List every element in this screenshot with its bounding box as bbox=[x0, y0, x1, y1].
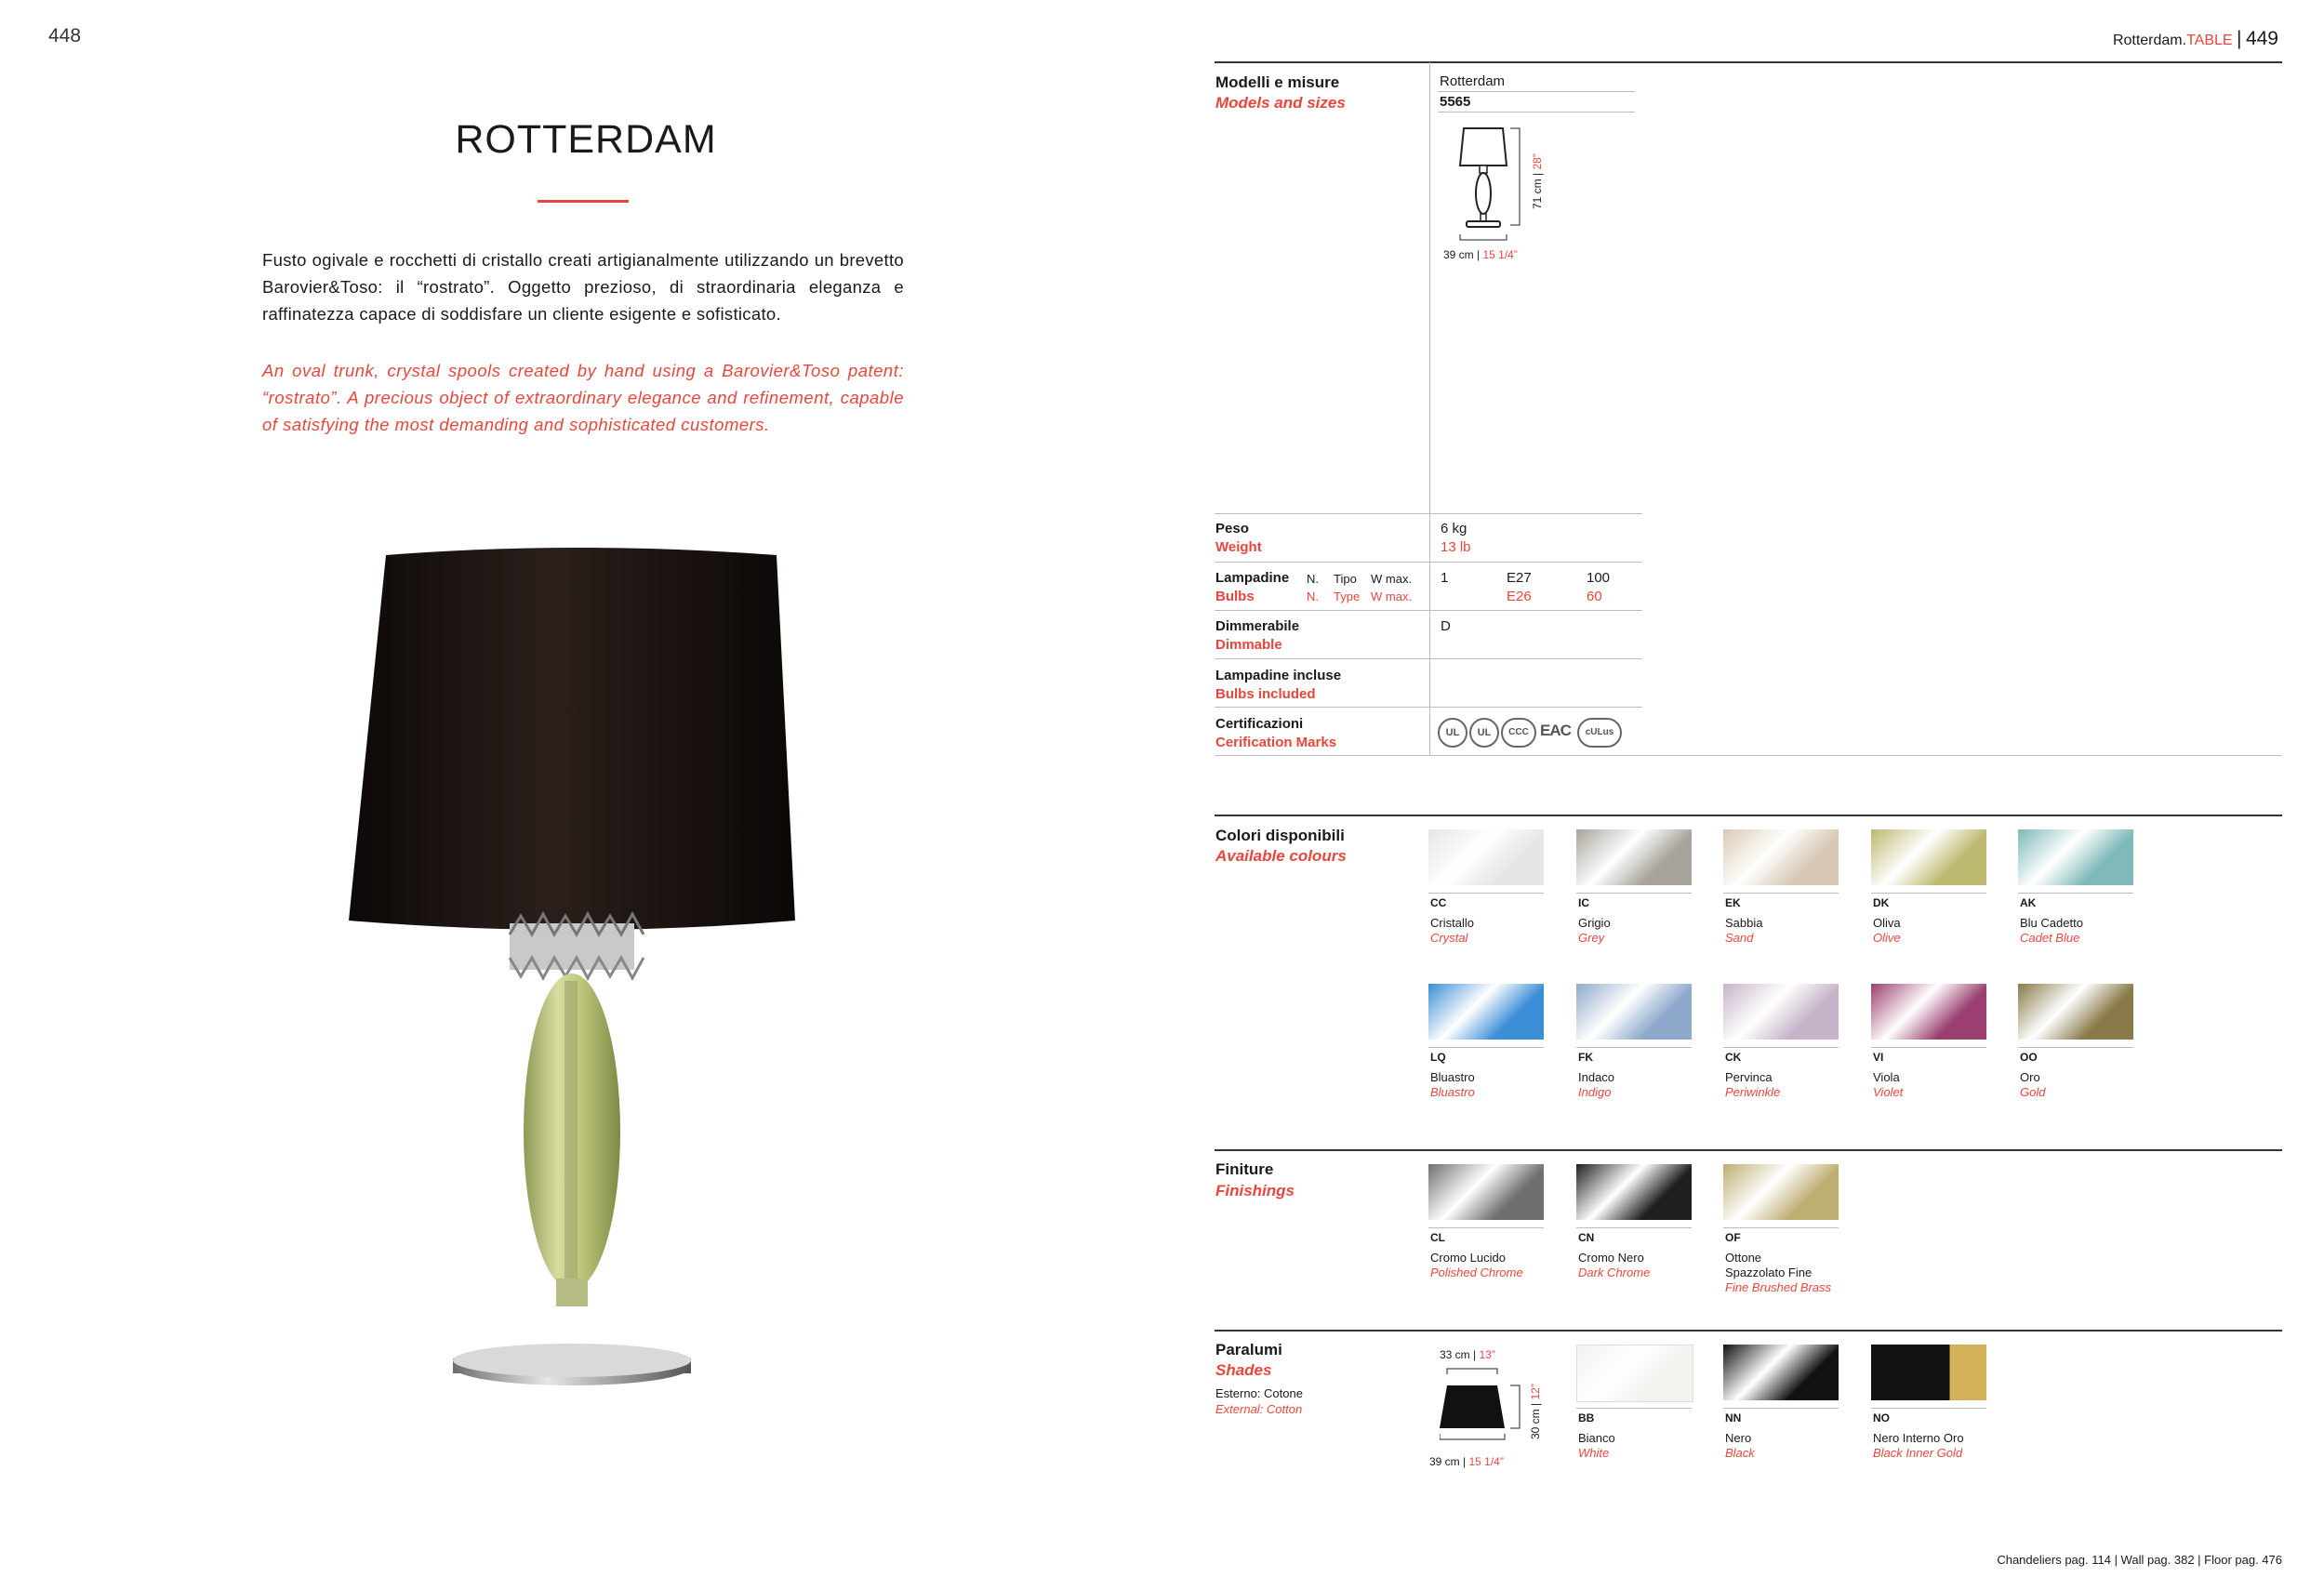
colour-swatch-lq bbox=[1428, 984, 1544, 1040]
header-product-name: Rotterdam. bbox=[2112, 33, 2187, 48]
colour-swatch-ak bbox=[2018, 829, 2133, 885]
lamp-photo bbox=[344, 544, 800, 1418]
spec-rule-6 bbox=[1215, 755, 2282, 756]
model-height-in: 28” bbox=[1531, 153, 1544, 170]
colour-swatch-ek bbox=[1723, 829, 1839, 885]
colour-name-en: Bluastro bbox=[1430, 1085, 1475, 1099]
colour-name: Sabbia bbox=[1725, 916, 1763, 930]
colours-label-en: Available colours bbox=[1215, 847, 1347, 865]
colour-name: Bluastro bbox=[1430, 1070, 1475, 1084]
colour-swatch-vi bbox=[1871, 984, 1986, 1040]
description-italian: Fusto ogivale e rocchetti di cristallo creati artigianalmente utilizzando un brevetto Barovier&Toso: il “rostrato”. Oggetto prezioso, di straordinaria eleganza e raffinatezza capace di soddisfare un cliente esigente e sofisticato. bbox=[262, 250, 904, 324]
finish-rule bbox=[1723, 1227, 1839, 1228]
colour-code: EK bbox=[1725, 896, 1741, 909]
page-header bbox=[2009, 28, 2278, 50]
colour-rule bbox=[1723, 1047, 1839, 1048]
shade-code: NN bbox=[1725, 1411, 1742, 1424]
colour-rule bbox=[1428, 893, 1544, 894]
colour-swatch-dk bbox=[1871, 829, 1986, 885]
ccc-icon: CCC bbox=[1501, 718, 1536, 748]
finishings-label: Finiture bbox=[1215, 1160, 1274, 1178]
shade-drawing bbox=[1440, 1365, 1533, 1449]
colour-rule bbox=[2018, 1047, 2133, 1048]
colour-name: Pervinca bbox=[1725, 1070, 1773, 1084]
finish-code: OF bbox=[1725, 1231, 1741, 1244]
shade-swatch-nn bbox=[1723, 1345, 1839, 1400]
spec-rule-5 bbox=[1215, 707, 1642, 708]
colour-code: CK bbox=[1725, 1051, 1742, 1064]
colour-rule bbox=[1576, 1047, 1692, 1048]
spec-rule-1 bbox=[1215, 513, 1642, 514]
bulbs-w-head-en: W max. bbox=[1371, 590, 1413, 603]
finish-name: Ottone bbox=[1725, 1251, 1762, 1265]
colour-code: IC bbox=[1578, 896, 1589, 909]
colour-name-en: Violet bbox=[1873, 1085, 1904, 1099]
weight-label-en: Weight bbox=[1215, 539, 1262, 555]
model-width bbox=[1443, 248, 1518, 261]
weight-kg: 6 kg bbox=[1441, 521, 1467, 537]
shade-name-en: Black Inner Gold bbox=[1873, 1446, 1963, 1460]
finish-swatch-cl bbox=[1428, 1164, 1544, 1220]
cert-label-en: Cerification Marks bbox=[1215, 735, 1337, 750]
colour-swatch-ck bbox=[1723, 984, 1839, 1040]
colour-swatch-cc bbox=[1428, 829, 1544, 885]
bulbs-w-us: 60 bbox=[1587, 589, 1602, 604]
colour-code: CC bbox=[1430, 896, 1447, 909]
shade-name: Nero Interno Oro bbox=[1873, 1431, 1964, 1445]
shade-height-cm: 30 cm | bbox=[1529, 1402, 1542, 1439]
title-underline bbox=[538, 200, 629, 203]
ul-listed-icon: UL bbox=[1469, 718, 1499, 748]
model-code: 5565 bbox=[1440, 94, 1471, 110]
model-name-rule bbox=[1438, 91, 1635, 92]
finish-name-en: Polished Chrome bbox=[1430, 1265, 1523, 1279]
dimmable-label: Dimmerabile bbox=[1215, 618, 1300, 634]
colour-name-en: Grey bbox=[1578, 931, 1605, 945]
spec-rule-2 bbox=[1215, 562, 1642, 563]
shade-height-size bbox=[1529, 1384, 1542, 1439]
shade-name-en: Black bbox=[1725, 1446, 1755, 1460]
shade-swatch-bb bbox=[1576, 1345, 1693, 1402]
left-page-number: 448 bbox=[48, 25, 82, 46]
included-label: Lampadine incluse bbox=[1215, 668, 1342, 683]
colour-code: VI bbox=[1873, 1051, 1884, 1064]
finishings-label-en: Finishings bbox=[1215, 1182, 1295, 1199]
bulbs-w-head: W max. bbox=[1371, 572, 1413, 586]
page-footer: Chandeliers pag. 114 | Wall pag. 382 | Floor pag. 476 bbox=[1997, 1553, 2282, 1567]
bulbs-w-eu: 100 bbox=[1587, 570, 1611, 586]
shades-rule bbox=[1215, 1330, 2282, 1332]
colour-rule bbox=[2018, 893, 2133, 894]
shade-height-in: 12” bbox=[1529, 1384, 1542, 1400]
finish-name: Cromo Lucido bbox=[1430, 1251, 1506, 1265]
shade-top-in: 13” bbox=[1479, 1348, 1495, 1361]
colour-code: AK bbox=[2020, 896, 2037, 909]
colour-name: Blu Cadetto bbox=[2020, 916, 2083, 930]
models-label-en: Models and sizes bbox=[1215, 94, 1346, 112]
colour-rule bbox=[1871, 1047, 1986, 1048]
model-code-rule bbox=[1438, 112, 1635, 113]
model-width-in: 15 1/4” bbox=[1482, 248, 1518, 261]
right-page-number: 449 bbox=[2245, 28, 2278, 49]
bulbs-type-eu: E27 bbox=[1507, 570, 1532, 586]
shade-name-en: White bbox=[1578, 1446, 1610, 1460]
shade-code: NO bbox=[1873, 1411, 1890, 1424]
cert-label: Certificazioni bbox=[1215, 716, 1304, 732]
colour-name-en: Sand bbox=[1725, 931, 1754, 945]
shade-top-size bbox=[1440, 1348, 1495, 1361]
colour-name: Oro bbox=[2020, 1070, 2040, 1084]
finish-name: Cromo Nero bbox=[1578, 1251, 1644, 1265]
shade-material: Esterno: Cotone bbox=[1215, 1386, 1303, 1400]
colour-rule bbox=[1723, 893, 1839, 894]
shade-rule bbox=[1871, 1408, 1986, 1409]
bulbs-type-us: E26 bbox=[1507, 589, 1532, 604]
shade-swatch-no bbox=[1871, 1345, 1986, 1400]
lamp-shade bbox=[349, 548, 795, 930]
models-label: Modelli e misure bbox=[1215, 73, 1340, 91]
colour-rule bbox=[1871, 893, 1986, 894]
colour-name: Cristallo bbox=[1430, 916, 1474, 930]
colour-name: Viola bbox=[1873, 1070, 1900, 1084]
bulbs-n-head-en: N. bbox=[1307, 590, 1319, 603]
dimmable-label-en: Dimmable bbox=[1215, 637, 1282, 653]
weight-lb: 13 lb bbox=[1441, 539, 1471, 555]
finish-rule bbox=[1428, 1227, 1544, 1228]
weight-label: Peso bbox=[1215, 521, 1249, 537]
bulbs-n-head: N. bbox=[1307, 572, 1319, 586]
finish-swatch-of bbox=[1723, 1164, 1839, 1220]
shade-rule bbox=[1723, 1408, 1839, 1409]
bulbs-label-en: Bulbs bbox=[1215, 589, 1255, 604]
finish-code: CN bbox=[1578, 1231, 1595, 1244]
finish-name-en: Fine Brushed Brass bbox=[1725, 1280, 1832, 1294]
spec-rule-4 bbox=[1215, 658, 1642, 659]
colour-code: FK bbox=[1578, 1051, 1593, 1064]
header-category: TABLE bbox=[2186, 33, 2233, 48]
shades-label-en: Shades bbox=[1215, 1361, 1272, 1379]
shade-material-en: External: Cotton bbox=[1215, 1402, 1303, 1416]
colour-name-en: Gold bbox=[2020, 1085, 2046, 1099]
model-name: Rotterdam bbox=[1440, 73, 1506, 89]
shades-label: Paralumi bbox=[1215, 1341, 1282, 1358]
spec-rule-3 bbox=[1215, 610, 1642, 611]
colour-rule bbox=[1428, 1047, 1544, 1048]
column-divider bbox=[1429, 62, 1430, 756]
colours-label: Colori disponibili bbox=[1215, 827, 1345, 844]
finish-name-en: Dark Chrome bbox=[1578, 1265, 1651, 1279]
top-rule bbox=[1215, 61, 2282, 63]
colour-code: OO bbox=[2020, 1051, 2038, 1064]
shade-name: Bianco bbox=[1578, 1431, 1615, 1445]
bulbs-type-head-en: Type bbox=[1334, 590, 1361, 603]
model-height bbox=[1531, 153, 1544, 209]
colour-code: DK bbox=[1873, 896, 1890, 909]
colour-name: Grigio bbox=[1578, 916, 1611, 930]
colour-swatch-ic bbox=[1576, 829, 1692, 885]
bulbs-n: 1 bbox=[1441, 570, 1449, 586]
finish-code: CL bbox=[1430, 1231, 1445, 1244]
model-width-cm: 39 cm | bbox=[1443, 248, 1481, 261]
model-height-cm: 71 cm | bbox=[1531, 172, 1544, 209]
colour-name-en: Indigo bbox=[1578, 1085, 1612, 1099]
eac-icon: EAC bbox=[1540, 722, 1571, 739]
culus-icon: cULus bbox=[1577, 718, 1622, 748]
colour-code: LQ bbox=[1430, 1051, 1446, 1064]
finish-swatch-cn bbox=[1576, 1164, 1692, 1220]
finish-rule bbox=[1576, 1227, 1692, 1228]
ul-recognized-icon: UL bbox=[1438, 718, 1467, 748]
shade-bottom-cm: 39 cm | bbox=[1429, 1455, 1467, 1468]
finish-name-2: Spazzolato Fine bbox=[1725, 1265, 1813, 1279]
colour-name-en: Olive bbox=[1873, 931, 1901, 945]
header-separator: | bbox=[2237, 28, 2242, 49]
colour-rule bbox=[1576, 893, 1692, 894]
bulbs-label: Lampadine bbox=[1215, 570, 1290, 586]
colours-rule bbox=[1215, 815, 2282, 816]
colour-name: Oliva bbox=[1873, 916, 1901, 930]
colour-swatch-oo bbox=[2018, 984, 2133, 1040]
shade-bottom-size bbox=[1429, 1455, 1504, 1468]
bulbs-type-head: Tipo bbox=[1334, 572, 1357, 586]
shade-code: BB bbox=[1578, 1411, 1595, 1424]
model-drawing bbox=[1453, 126, 1536, 244]
shade-name: Nero bbox=[1725, 1431, 1752, 1445]
product-title: ROTTERDAM bbox=[455, 117, 717, 162]
shade-top-cm: 33 cm | bbox=[1440, 1348, 1477, 1361]
colour-swatch-fk bbox=[1576, 984, 1692, 1040]
colour-name: Indaco bbox=[1578, 1070, 1615, 1084]
shade-rule bbox=[1576, 1408, 1692, 1409]
finishings-rule bbox=[1215, 1149, 2282, 1151]
dimmable-value: D bbox=[1441, 618, 1451, 634]
colour-name-en: Crystal bbox=[1430, 931, 1468, 945]
description-english: An oval trunk, crystal spools created by hand using a Barovier&Toso patent: “rostrato”. A precious object of extraordinary elegance and refinement, capable of satisfying the most demanding and sophisticated customers. bbox=[262, 361, 904, 434]
included-label-en: Bulbs included bbox=[1215, 686, 1316, 702]
colour-name-en: Periwinkle bbox=[1725, 1085, 1781, 1099]
colour-name-en: Cadet Blue bbox=[2020, 931, 2080, 945]
shade-bottom-in: 15 1/4” bbox=[1468, 1455, 1504, 1468]
